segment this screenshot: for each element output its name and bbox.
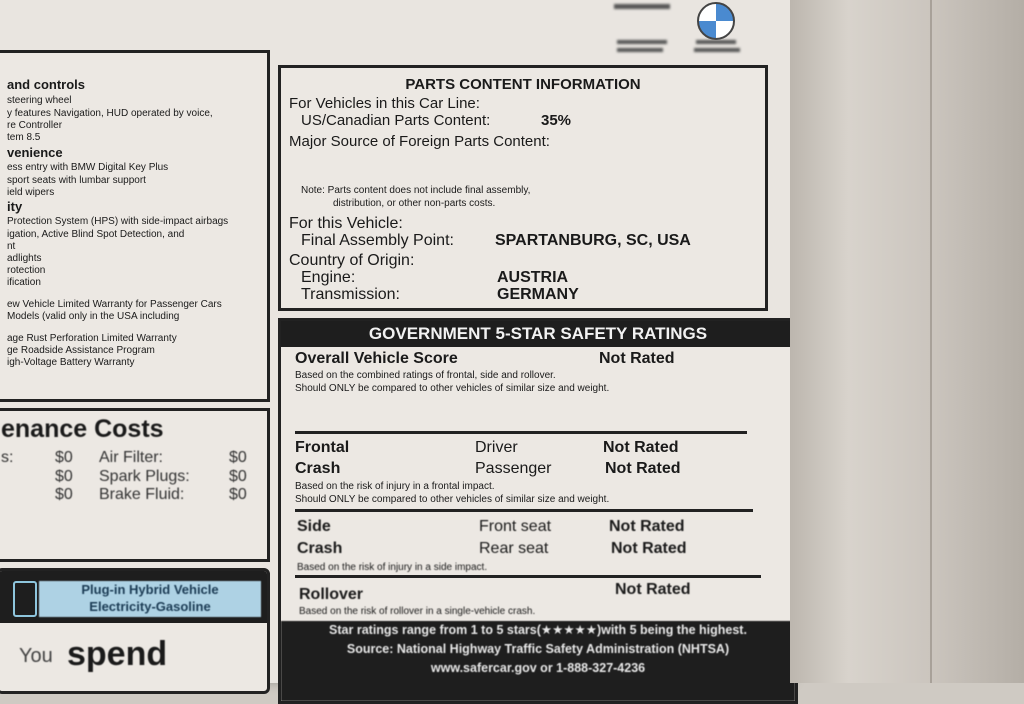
- warranty-line: ew Vehicle Limited Warranty for Passenger Cars: [7, 299, 222, 310]
- frontal-note: Should ONLY be compared to other vehicles of similar size and weight.: [295, 494, 610, 505]
- features-heading: and controls: [7, 77, 86, 92]
- assembly-label: Final Assembly Point:: [301, 232, 454, 249]
- maintenance-col-value: $0: [55, 486, 73, 503]
- safety-ratings-panel: [278, 318, 798, 704]
- front-seat-value: Not Rated: [609, 518, 685, 535]
- side-label: Side: [297, 518, 331, 535]
- warranty-line: ge Roadside Assistance Program: [7, 345, 155, 356]
- engine-label: Engine:: [301, 269, 356, 286]
- parts-us-value: 35%: [541, 112, 572, 129]
- safety-footer: [281, 621, 795, 701]
- features-heading: ity: [7, 199, 23, 214]
- maintenance-item-value: $0: [229, 468, 247, 485]
- tiny-print-mark: [696, 40, 736, 44]
- frontal-label: Crash: [295, 460, 341, 477]
- divider: [295, 431, 747, 434]
- features-line: steering wheel: [7, 95, 72, 106]
- parts-us-label: US/Canadian Parts Content:: [301, 112, 491, 129]
- divider: [295, 509, 753, 512]
- parts-title: PARTS CONTENT INFORMATION: [405, 76, 641, 93]
- parts-line: Country of Origin:: [289, 252, 415, 269]
- bmw-logo-icon: [697, 2, 735, 40]
- plug-icon: [13, 581, 37, 617]
- frontal-note: Based on the risk of injury in a frontal impact.: [295, 481, 495, 492]
- overall-label: Overall Vehicle Score: [295, 350, 458, 367]
- parts-line: For this Vehicle:: [289, 215, 403, 232]
- transmission-label: Transmission:: [301, 286, 400, 303]
- footer-line: Source: National Highway Traffic Safety Administration (NHTSA): [346, 642, 730, 656]
- passenger-value: Not Rated: [605, 460, 681, 477]
- driver-value: Not Rated: [603, 439, 679, 456]
- maintenance-col-label: s:: [1, 449, 14, 466]
- engine-value: AUSTRIA: [497, 269, 569, 286]
- tiny-print-mark: [694, 48, 740, 52]
- overall-note: Based on the combined ratings of frontal, side and rollover.: [295, 370, 556, 381]
- seat-seam: [930, 0, 932, 683]
- divider: [295, 575, 761, 578]
- features-line: y features Navigation, HUD operated by voice,: [7, 108, 213, 119]
- features-line: tem 8.5: [7, 132, 41, 143]
- front-seat-label: Front seat: [479, 518, 552, 535]
- features-panel: [0, 50, 270, 402]
- warranty-line: Models (valid only in the USA including: [7, 311, 180, 322]
- features-line: re Controller: [7, 120, 63, 131]
- parts-content-panel: [278, 65, 768, 311]
- footer-line: Star ratings range from 1 to 5 stars(★★★★★)with 5 being the highest.: [329, 623, 747, 637]
- phev-label-line2: Electricity-Gasoline: [89, 599, 211, 614]
- side-label: Crash: [297, 540, 343, 557]
- maintenance-col-value: $0: [55, 468, 73, 485]
- overall-value: Not Rated: [599, 350, 675, 367]
- phev-you: You: [19, 645, 53, 667]
- features-line: adlights: [7, 253, 42, 264]
- rear-seat-value: Not Rated: [611, 540, 687, 557]
- features-line: ess entry with BMW Digital Key Plus: [7, 162, 169, 173]
- features-line: nt: [7, 241, 16, 252]
- maintenance-item-label: Spark Plugs:: [99, 468, 190, 485]
- maintenance-item-value: $0: [229, 486, 247, 503]
- frontal-label: Frontal: [295, 439, 350, 456]
- maintenance-item-label: Brake Fluid:: [99, 486, 185, 503]
- safety-title: GOVERNMENT 5-STAR SAFETY RATINGS: [281, 321, 795, 347]
- tiny-print-mark: [614, 4, 670, 9]
- features-heading: venience: [7, 145, 63, 160]
- maintenance-panel: [0, 408, 270, 562]
- overall-note: Should ONLY be compared to other vehicles of similar size and weight.: [295, 383, 610, 394]
- parts-line: For Vehicles in this Car Line:: [289, 95, 480, 112]
- parts-note: Note: Parts content does not include final assembly,: [301, 185, 531, 196]
- features-line: Protection System (HPS) with side-impact airbags: [7, 216, 229, 227]
- car-seat-background: [790, 0, 1024, 683]
- tiny-print-mark: [617, 40, 667, 44]
- maintenance-title: enance Costs: [1, 415, 164, 443]
- warranty-line: age Rust Perforation Limited Warranty: [7, 333, 177, 344]
- rear-seat-label: Rear seat: [479, 540, 549, 557]
- driver-label: Driver: [475, 439, 518, 456]
- parts-line: Major Source of Foreign Parts Content:: [289, 133, 550, 150]
- features-line: sport seats with lumbar support: [7, 175, 146, 186]
- phev-spend: spend: [67, 635, 168, 673]
- maintenance-col-value: $0: [55, 449, 73, 466]
- side-note: Based on the risk of injury in a side impact.: [297, 562, 488, 573]
- phev-panel: [0, 568, 270, 694]
- rollover-value: Not Rated: [615, 581, 691, 598]
- transmission-value: GERMANY: [497, 286, 579, 303]
- warranty-line: igh-Voltage Battery Warranty: [7, 357, 135, 368]
- features-line: igation, Active Blind Spot Detection, and: [7, 229, 185, 240]
- phev-label: [39, 581, 261, 617]
- assembly-value: SPARTANBURG, SC, USA: [495, 232, 691, 249]
- features-line: ification: [7, 277, 41, 288]
- phev-banner: [0, 571, 267, 623]
- passenger-label: Passenger: [475, 460, 552, 477]
- features-line: rotection: [7, 265, 46, 276]
- maintenance-item-label: Air Filter:: [99, 449, 163, 466]
- phev-label-line1: Plug-in Hybrid Vehicle: [81, 582, 219, 597]
- tiny-print-mark: [617, 48, 663, 52]
- rollover-label: Rollover: [299, 586, 364, 603]
- parts-note: distribution, or other non-parts costs.: [333, 198, 496, 209]
- maintenance-item-value: $0: [229, 449, 247, 466]
- features-line: ield wipers: [7, 187, 55, 198]
- footer-line: www.safercar.gov or 1-888-327-4236: [430, 661, 646, 675]
- rollover-note: Based on the risk of rollover in a single-vehicle crash.: [299, 606, 536, 617]
